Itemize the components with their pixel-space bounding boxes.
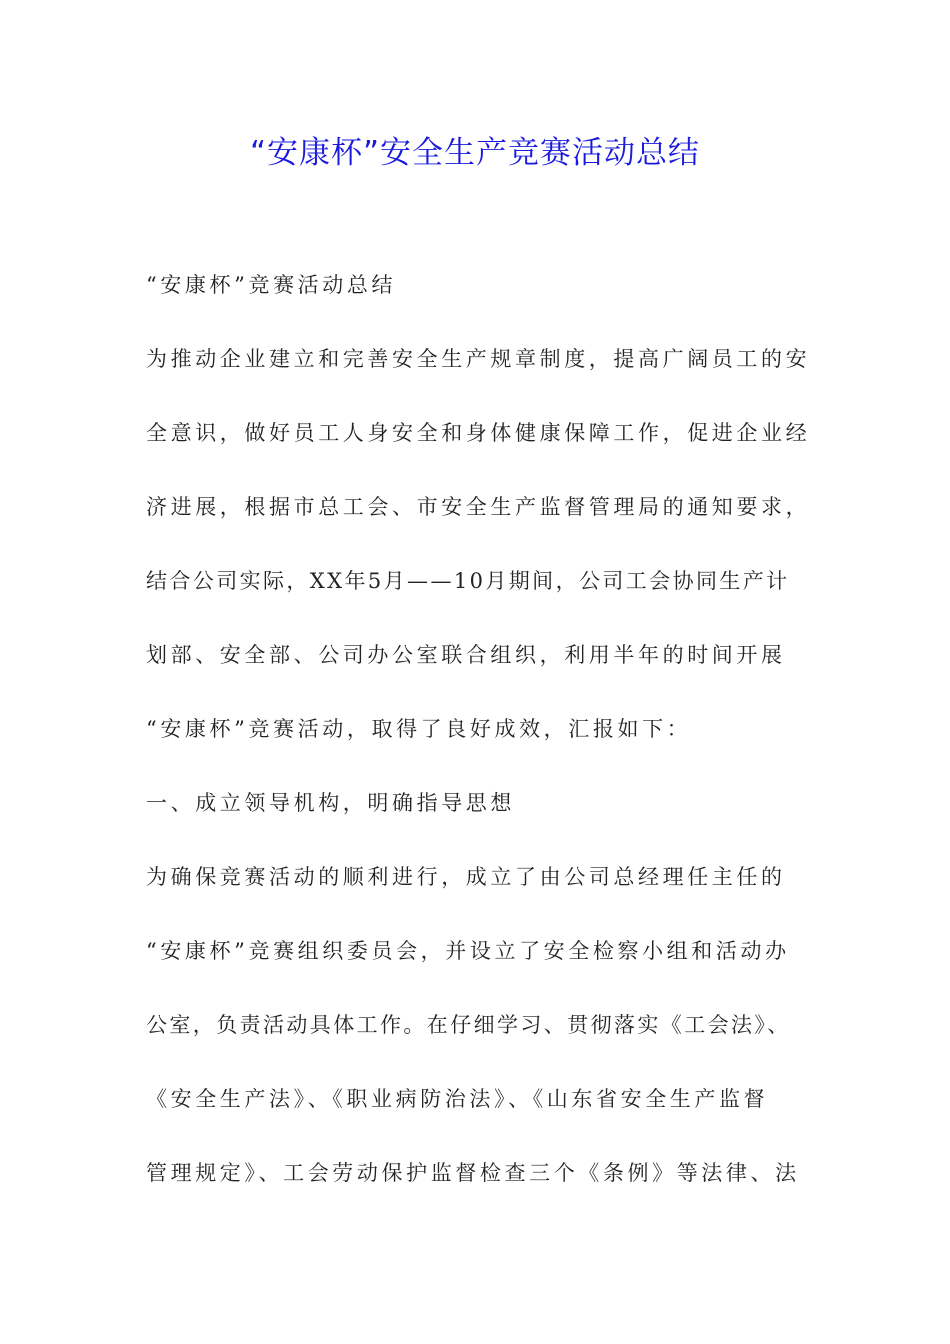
paragraph-line: 公室，负责活动具体工作。在仔细学习、贯彻落实《工会法》、 [146, 1013, 791, 1037]
paragraph-line: “安康杯”竞赛组织委员会，并设立了安全检察小组和活动办 [146, 939, 790, 963]
paragraph-line: 结合公司实际，XX年5月——10月期间，公司工会协同生产计 [146, 569, 790, 593]
paragraph-line: 管理规定》、工会劳动保护监督检查三个《条例》等法律、法 [146, 1161, 800, 1185]
paragraph-line: 为推动企业建立和完善安全生产规章制度，提高广阔员工的安 [146, 347, 811, 371]
paragraph-line: “安康杯”竞赛活动，取得了良好成效，汇报如下： [146, 717, 692, 741]
subtitle-line: “安康杯”竞赛活动总结 [146, 273, 397, 297]
section-heading: 一、成立领导机构，明确指导思想 [146, 791, 515, 815]
paragraph-line: 为确保竞赛活动的顺利进行，成立了由公司总经理任主任的 [146, 865, 786, 889]
document-title: “安康杯”安全生产竞赛活动总结 [249, 135, 701, 171]
paragraph-line: 全意识，做好员工人身安全和身体健康保障工作，促进企业经 [146, 421, 811, 445]
paragraph-line: 《安全生产法》、《职业病防治法》、《山东省安全生产监督 [146, 1087, 769, 1111]
document-body [146, 265, 816, 1227]
paragraph-line: 济进展，根据市总工会、市安全生产监督管理局的通知要求， [146, 495, 811, 519]
paragraph-line: 划部、安全部、公司办公室联合组织，利用半年的时间开展 [146, 643, 786, 667]
